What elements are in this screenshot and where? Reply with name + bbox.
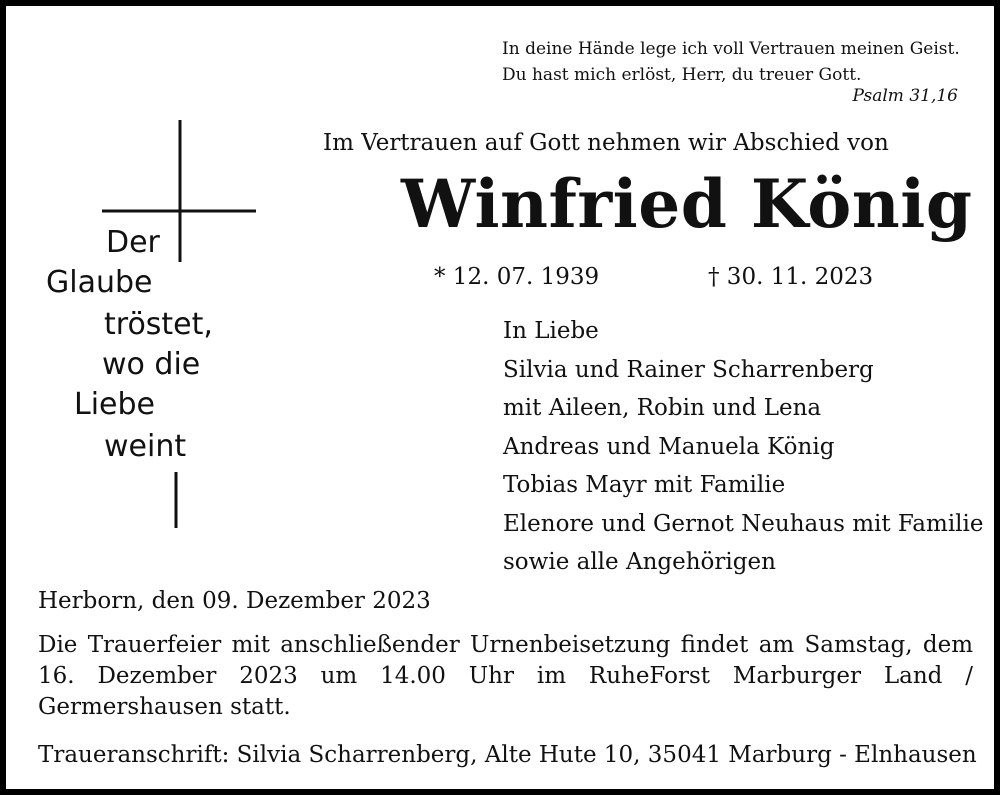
cross-icon (34, 116, 264, 536)
mourning-address: Traueranschrift: Silvia Scharrenberg, Alte Hute 10, 35041 Marburg - Elnhausen (38, 742, 977, 768)
mourner-line: Andreas und Manuela König (503, 433, 835, 460)
emblem-word-1: Der (106, 225, 160, 260)
service-info: Die Trauerfeier mit anschließender Urnenbeisetzung findet am Samstag, dem 16. Dezember 2023 um 14.00 Uhr im RuheForst Marburger Land / Germershausen statt. (38, 632, 973, 720)
mourner-line: Tobias Mayr mit Familie (503, 472, 786, 498)
mourners-list (503, 312, 984, 582)
verse-reference: Psalm 31,16 (852, 86, 958, 106)
death-date: † 30. 11. 2023 (708, 264, 874, 290)
emblem-word-2: Glaube (46, 265, 153, 300)
verse-line-2: Du hast mich erlöst, Herr, du treuer Gott. (502, 65, 862, 85)
emblem-word-3: tröstet, (104, 307, 213, 342)
birth-date: * 12. 07. 1939 (434, 264, 600, 290)
place-date: Herborn, den 09. Dezember 2023 (38, 588, 431, 614)
bible-verse (502, 36, 960, 88)
deceased-name: Winfried König (401, 165, 973, 243)
mourner-line: In Liebe (503, 318, 599, 344)
emblem-word-6: weint (104, 429, 187, 464)
mourner-line: Silvia und Rainer Scharrenberg (503, 356, 874, 383)
verse-line-1: In deine Hände lege ich voll Vertrauen meinen Geist. (502, 39, 960, 59)
emblem-word-5: Liebe (74, 387, 156, 422)
intro-line: Im Vertrauen auf Gott nehmen wir Abschied von (323, 130, 889, 156)
mourner-line: sowie alle Angehörigen (503, 549, 776, 575)
mourner-line: mit Aileen, Robin und Lena (503, 395, 822, 421)
mourner-line: Elenore und Gernot Neuhaus mit Familie (503, 510, 984, 537)
emblem-word-4: wo die (102, 347, 201, 382)
